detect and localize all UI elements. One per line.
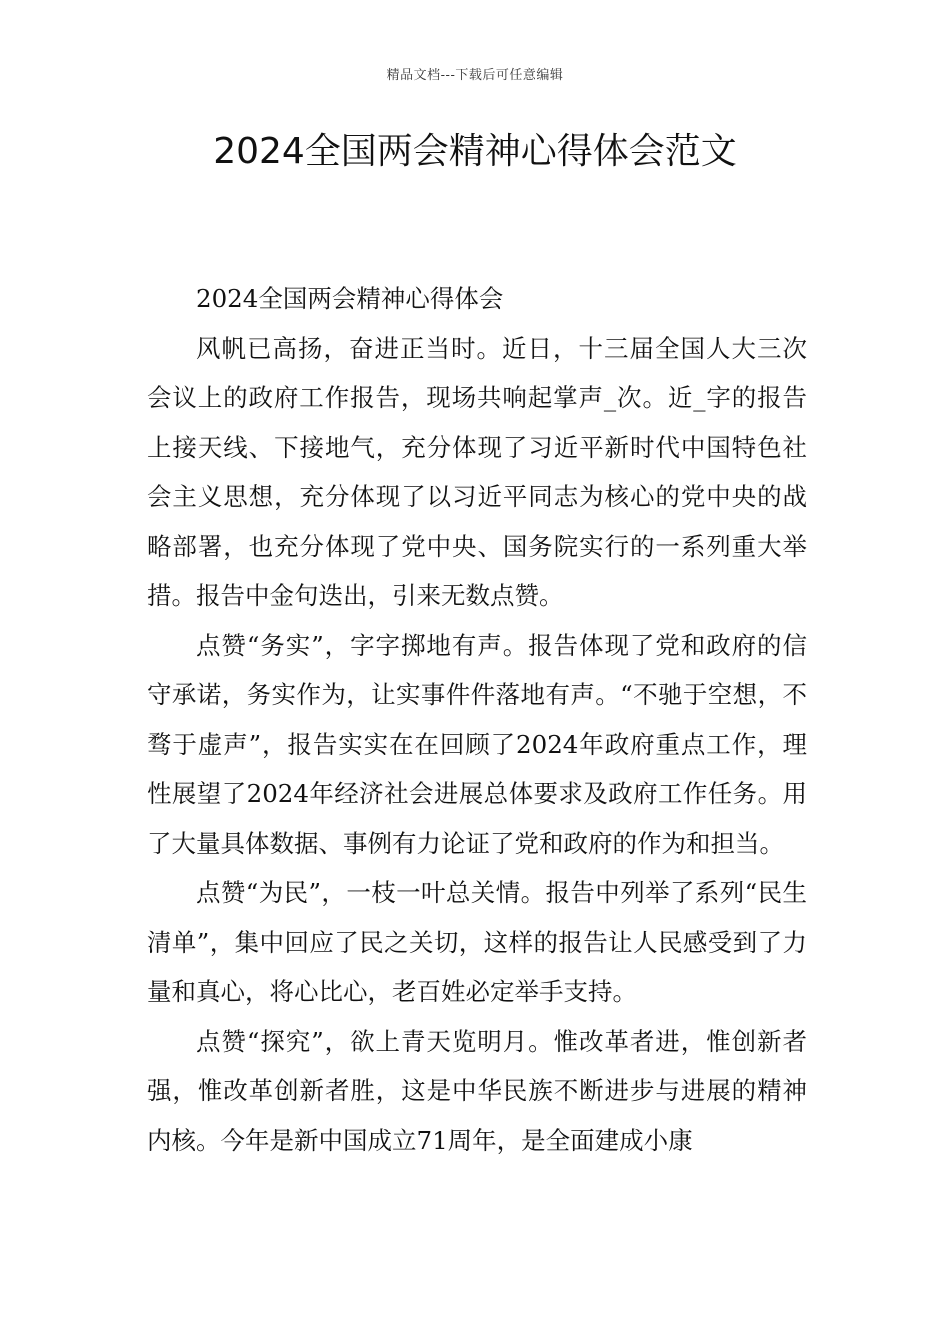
paragraph: 风帆已高扬，奋进正当时。近日，十三届全国人大三次会议上的政府工作报告，现场共响起掌声_次。近_字的报告上接天线、下接地气，充分体现了习近平新时代中国特色社会主义思想，充分体现了以习近平同志为核心的党中央的战略部署，也充分体现了党中央、国务院实行的一系列重大举措。报告中金句迭出，引来无数点赞。 xyxy=(147,333,807,610)
paragraph: 点赞“为民”，一枝一叶总关情。报告中列举了系列“民生清单”，集中回应了民之关切，这样的报告让人民感受到了力量和真心，将心比心，老百姓必定举手支持。 xyxy=(147,878,807,1006)
document-title: 2024全国两会精神心得体会范文 xyxy=(213,131,737,172)
paragraph-subtitle: 2024全国两会精神心得体会 xyxy=(196,284,504,313)
paragraph: 点赞“务实”，字字掷地有声。报告体现了党和政府的信守承诺，务实作为，让实事件件落地有声。“不驰于空想，不骛于虚声”，报告实实在在回顾了2024年政府重点工作，理性展望了2024年经济社会进展总体要求及政府工作任务。用了大量具体数据、事例有力论证了党和政府的作为和担当。 xyxy=(147,630,807,858)
paragraph: 点赞“探究”，欲上青天览明月。惟改革者进，惟创新者强，惟改革创新者胜，这是中华民族不断进步与进展的精神内核。今年是新中国成立71周年，是全面建成小康 xyxy=(147,1026,807,1155)
page-header: 精品文档---下载后可任意编辑 xyxy=(386,68,564,83)
document-body xyxy=(147,274,807,1165)
